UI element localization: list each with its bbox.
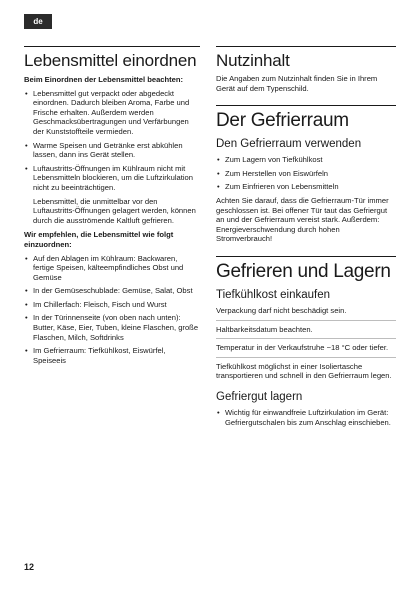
bullet-icon: • [217, 182, 220, 192]
bullet-icon: • [25, 346, 28, 356]
bullet-icon: • [25, 163, 28, 173]
einkaufen-para: Haltbarkeitsdatum beachten. [216, 324, 313, 334]
section-title-lebensmittel: Lebensmittel einordnen [24, 51, 197, 70]
list-item: • Zum Herstellen von Eiswürfeln [217, 168, 328, 178]
bullet-icon: • [25, 299, 28, 309]
list-item: • Luftaustritts-Öffnungen im Kühlraum nicht mit Lebensmitteln blockieren, um die Luftzirkulation nicht zu beeinträchtigen. [25, 163, 193, 192]
divider [216, 338, 396, 339]
zone-bullet-list [24, 254, 200, 366]
bullet-icon: • [217, 407, 220, 417]
language-badge: de [24, 14, 52, 29]
gefriergut-bullet-list [216, 408, 396, 427]
bullet-note: Lebensmittel, die unmittelbar vor den Luftaustritts-Öffnungen gelagert werden, können durch die ausströmende Kaltluft gefrieren. [33, 196, 196, 225]
subsection-title-verwenden: Den Gefrierraum verwenden [216, 138, 362, 151]
subsection-title-einkaufen: Tiefkühlkost einkaufen [216, 288, 331, 301]
list-item: • Wichtig für einwandfreie Luftzirkulation im Gerät: Gefriergutschalen bis zum Anschlag einschieben. [217, 407, 391, 427]
list-item: • In der Gemüseschublade: Gemüse, Salat, Obst [25, 286, 193, 296]
einkaufen-para: Temperatur in der Verkaufstruhe −18 °C oder tiefer. [216, 343, 389, 353]
bullet-icon: • [25, 88, 28, 98]
list-item: • Lebensmittel gut verpackt oder abgedeckt einordnen. Dadurch bleiben Aroma, Farbe und Frische erhalten. Außerdem werden Geschmacksübertragungen und Verfärbungen der Kunststoffteile vermieden. [25, 88, 190, 136]
einkaufen-para: Tiefkühlkost möglichst in einer Isoliertasche transportieren und schnell in den Gefrierraum legen. [216, 361, 392, 381]
section-title-gefrierraum: Der Gefrierraum [216, 110, 349, 132]
lead-text: Beim Einordnen der Lebensmittel beachten: [24, 75, 184, 84]
section-rule [216, 46, 396, 47]
section-title-nutzinhalt: Nutzinhalt [216, 51, 290, 70]
einkaufen-para: Verpackung darf nicht beschädigt sein. [216, 305, 347, 315]
page-number: 12 [24, 562, 35, 572]
section-rule [24, 46, 200, 47]
section-rule [216, 105, 396, 106]
right-column [216, 46, 396, 431]
recommend-lead: Wir empfehlen, die Lebensmittel wie folgt einzuordnen: [24, 230, 174, 249]
list-item: • Im Gefrierraum: Tiefkühlkost, Eiswürfel, Speiseeis [25, 346, 166, 365]
divider [216, 357, 396, 358]
section-title-gefrieren-lagern: Gefrieren und Lagern [216, 260, 391, 282]
bullet-icon: • [25, 140, 28, 150]
list-item: • Zum Lagern von Tiefkühlkost [217, 155, 323, 165]
bullet-icon: • [25, 313, 28, 323]
list-item: • Zum Einfrieren von Lebensmitteln [217, 182, 339, 192]
list-item: • In der Türinnenseite (von oben nach unten): Butter, Käse, Eier, Tuben, kleine Flaschen, große Flaschen, Milch, Softdrinks [25, 313, 199, 342]
placement-bullet-list [24, 89, 200, 193]
list-item: • Im Chillerfach: Fleisch, Fisch und Wurst [25, 299, 167, 309]
verwenden-note: Achten Sie darauf, dass die Gefrierraum-Tür immer geschlossen ist. Bei offener Tür taut das Gefriergut an und der Gefrierraum vereist stark. Außerdem: Energieverschwendung durch hohen Stromverbrauch! [216, 195, 389, 244]
list-item: • Auf den Ablagen im Kühlraum: Backwaren, fertige Speisen, kälteempfindliches Obst und Gemüse [25, 253, 184, 282]
section-rule [216, 256, 396, 257]
bullet-icon: • [217, 155, 220, 165]
usage-bullet-list [216, 155, 396, 192]
bullet-icon: • [25, 286, 28, 296]
bullet-icon: • [217, 168, 220, 178]
list-item: • Warme Speisen und Getränke erst abkühlen lassen, dann ins Gerät stellen. [25, 140, 183, 160]
subsection-title-gefriergut: Gefriergut lagern [216, 390, 303, 403]
divider [216, 320, 396, 321]
nutzinhalt-text: Die Angaben zum Nutzinhalt finden Sie in Ihrem Gerät auf dem Typenschild. [216, 74, 378, 93]
left-column [24, 46, 200, 369]
bullet-icon: • [25, 253, 28, 263]
